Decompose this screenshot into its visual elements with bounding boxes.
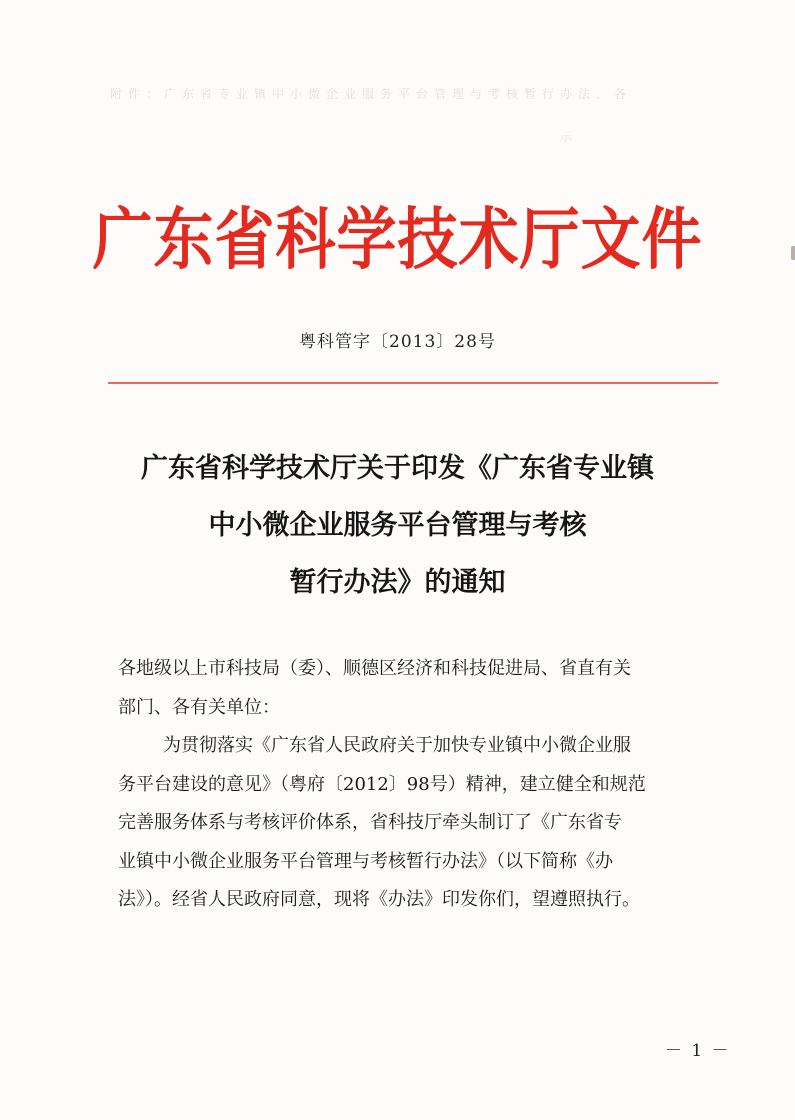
- body-line-addressees-2: 部门、各有关单位：: [118, 696, 280, 718]
- document-number: 粤科管字〔2013〕28号: [299, 332, 496, 352]
- body-line-paragraph-3: 完善服务体系与考核评价体系，省科技厅牵头制订了《广东省专: [118, 812, 622, 833]
- document-header-title: 广东省科学技术厅文件: [92, 200, 703, 280]
- notice-title: [0, 440, 795, 611]
- body-line-paragraph-4: 业镇中小微企业服务平台管理与考核暂行办法》（以下简称《办: [118, 850, 613, 872]
- body-line-paragraph-2: 务平台建设的意见》（粤府〔2012〕98号）精神，建立健全和规范: [118, 773, 646, 795]
- notice-title-line-3: 暂行办法》的通知: [289, 567, 506, 598]
- notice-title-line-1: 广东省科学技术厅关于印发《广东省专业镇: [141, 453, 654, 484]
- body-line-paragraph-5: 法》）。经省人民政府同意，现将《办法》印发你们，望遵照执行。: [118, 889, 640, 910]
- notice-title-line-2: 中小微企业服务平台管理与考核: [208, 510, 587, 541]
- page-number: － 1 －: [665, 1041, 731, 1061]
- body-line-paragraph-1: 为贯彻落实《广东省人民政府关于加快专业镇中小微企业服: [163, 735, 631, 756]
- bleed-through-text: 附件：广东省专业镇中小微企业服务平台管理与考核暂行办法，各: [110, 87, 633, 101]
- body-line-addressees-1: 各地级以上市科技局（委）、顺德区经济和科技促进局、省直有关: [118, 658, 631, 679]
- red-divider-rule: [108, 382, 718, 384]
- bleed-through-text-2: 示: [560, 130, 573, 144]
- notice-body: [118, 650, 718, 920]
